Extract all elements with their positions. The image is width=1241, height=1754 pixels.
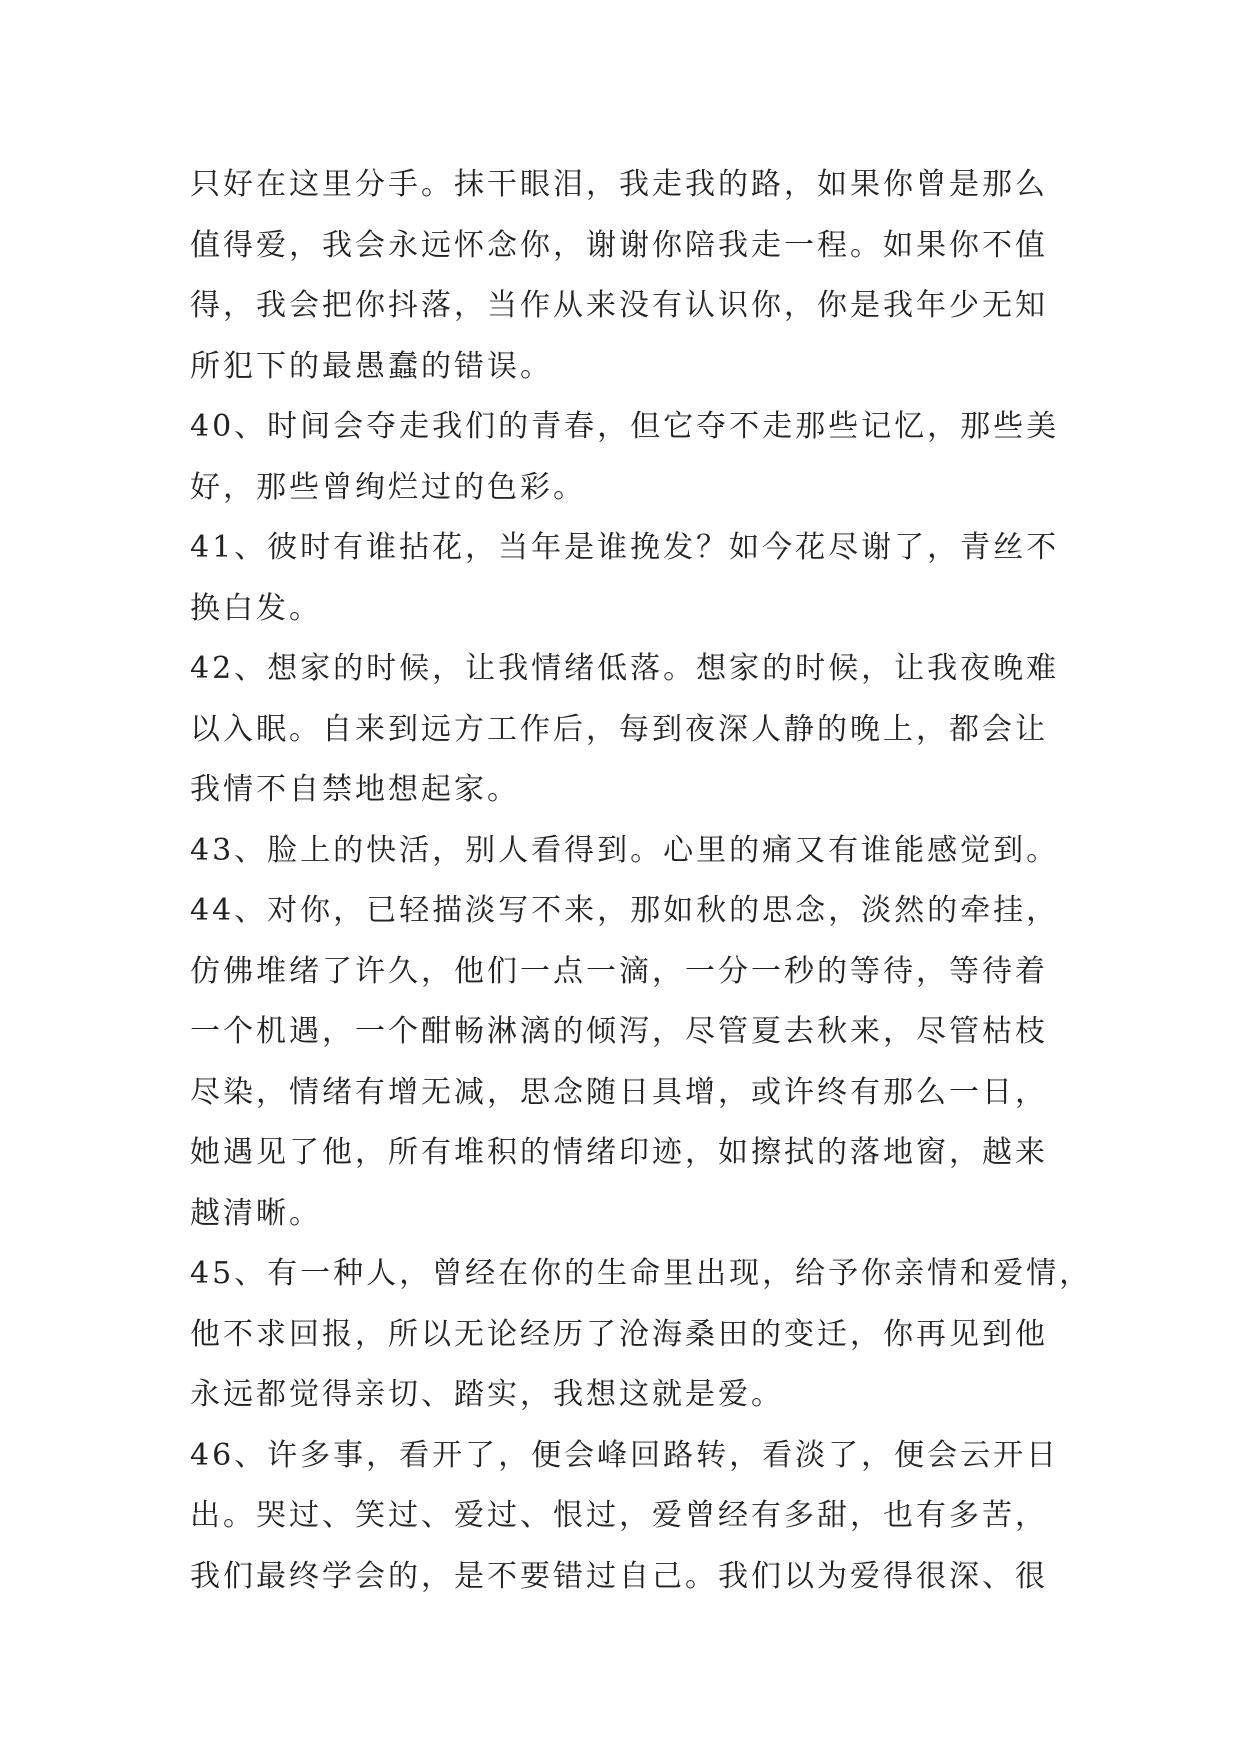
text-line: 以入眠。自来到远方工作后，每到夜深人静的晚上，都会让 xyxy=(190,711,1048,747)
text-line: 仿佛堆绪了许久，他们一点一滴，一分一秒的等待，等待着 xyxy=(190,953,1048,989)
text-line: 他不求回报，所以无论经历了沧海桑田的变迁，你再见到他 xyxy=(190,1316,1048,1352)
text-line: 43、脸上的快活，别人看得到。心里的痛又有谁能感觉到。 xyxy=(190,832,1060,868)
text-line: 46、许多事，看开了，便会峰回路转，看淡了，便会云开日 xyxy=(190,1437,1060,1473)
text-line: 40、时间会夺走我们的青春，但它夺不走那些记忆，那些美 xyxy=(190,409,1060,444)
text-line: 我们最终学会的，是不要错过自己。我们以为爱得很深、很 xyxy=(190,1558,1048,1594)
text-line: 所犯下的最愚蠢的错误。 xyxy=(190,348,553,384)
text-line: 得，我会把你抖落，当作从来没有认识你，你是我年少无知 xyxy=(190,288,1048,323)
text-line: 我情不自禁地想起家。 xyxy=(190,772,520,807)
text-line: 只好在这里分手。抹干眼泪，我走我的路，如果你曾是那么 xyxy=(190,167,1048,202)
text-line: 越清晰。 xyxy=(190,1195,322,1231)
text-line: 永远都觉得亲切、踏实，我想这就是爱。 xyxy=(190,1377,784,1412)
text-line: 换白发。 xyxy=(190,590,322,626)
text-line: 42、想家的时候，让我情绪低落。想家的时候，让我夜晚难 xyxy=(190,651,1060,686)
text-line: 好，那些曾绚烂过的色彩。 xyxy=(190,469,586,505)
document-body xyxy=(190,155,1093,1607)
text-line: 值得爱，我会永远怀念你，谢谢你陪我走一程。如果你不值 xyxy=(190,227,1048,263)
text-line: 尽染，情绪有增无减，思念随日具增，或许终有那么一日， xyxy=(190,1074,1048,1110)
text-line: 出。哭过、笑过、爱过、恨过，爱曾经有多甜，也有多苦， xyxy=(190,1498,1048,1533)
text-line: 41、彼时有谁拈花，当年是谁挽发？如今花尽谢了，青丝不 xyxy=(190,530,1060,565)
text-line: 她遇见了他，所有堆积的情绪印迹，如擦拭的落地窗，越来 xyxy=(190,1135,1048,1170)
text-line: 一个机遇，一个酣畅淋漓的倾泻，尽管夏去秋来，尽管枯枝 xyxy=(190,1014,1048,1049)
text-line: 45、有一种人，曾经在你的生命里出现，给予你亲情和爱情， xyxy=(190,1256,1093,1291)
text-line: 44、对你，已轻描淡写不来，那如秋的思念，淡然的牵挂， xyxy=(190,893,1060,928)
